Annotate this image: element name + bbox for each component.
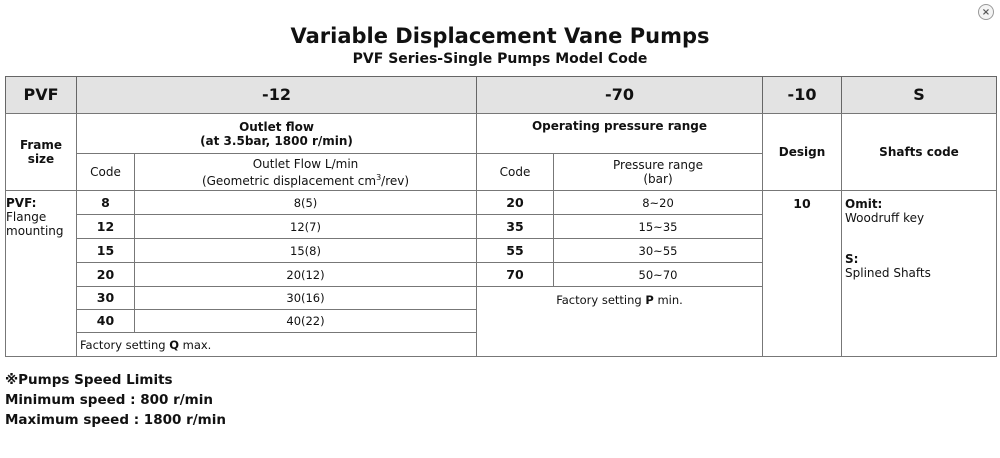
design-value: 10 (762, 190, 842, 357)
header-design-code: -10 (762, 76, 842, 114)
page-subtitle: PVF Series-Single Pumps Model Code (352, 51, 648, 67)
pressure-range-header (553, 153, 763, 191)
pressure-row-code: 20 (476, 190, 554, 215)
frame-value-code: PVF: (6, 196, 37, 210)
close-button[interactable]: × (978, 4, 994, 20)
outlet-flow-header-line-1: Outlet Flow L/min (252, 156, 359, 171)
header-pvf: PVF (5, 76, 77, 114)
pressure-range-header-line-1: Pressure range (613, 158, 703, 172)
pressure-row-range: 15~35 (553, 214, 763, 239)
outlet-flow-header-sup: 3 (376, 172, 382, 182)
frame-size-label (5, 113, 77, 191)
outlet-row-code: 15 (76, 238, 135, 263)
pressure-row-range: 50~70 (553, 262, 763, 287)
shaft-omit-desc: Woodruff key (845, 211, 925, 225)
frame-value-line-2: mounting (6, 224, 64, 238)
outlet-factory-prefix: Factory setting (80, 337, 170, 352)
pressure-range-header-line-2: (bar) (643, 172, 673, 186)
outlet-factory-suffix: max. (178, 337, 212, 352)
outlet-row-flow: 15(8) (134, 238, 477, 263)
outlet-flow-header-text: (Geometric displacement cm (201, 173, 377, 188)
outlet-flow-header (134, 153, 477, 191)
outlet-factory-setting (76, 332, 477, 357)
outlet-row-flow: 8(5) (134, 190, 477, 215)
outlet-flow-title (76, 113, 477, 154)
shaft-s-desc: Splined Shafts (845, 266, 931, 280)
outlet-row-code: 20 (76, 262, 135, 287)
frame-label-line-2: size (27, 152, 55, 166)
shaft-label: Shafts code (841, 113, 997, 191)
shaft-s-label: S: (845, 252, 859, 266)
pressure-row-range: 8~20 (553, 190, 763, 215)
outlet-row-flow: 12(7) (134, 214, 477, 239)
frame-size-value (5, 190, 77, 357)
outlet-row-code: 30 (76, 286, 135, 310)
page-title: Variable Displacement Vane Pumps (290, 24, 710, 48)
shaft-omit-label: Omit: (845, 197, 883, 211)
outlet-factory-key: Q (169, 337, 179, 352)
outlet-row-code: 12 (76, 214, 135, 239)
outlet-flow-header-line-2 (202, 171, 409, 188)
header-shaft-code: S (841, 76, 997, 114)
outlet-flow-header-unit: /rev) (381, 173, 410, 188)
pressure-factory-setting (476, 286, 763, 357)
header-flow-code: -12 (76, 76, 477, 114)
pressure-row-range: 30~55 (553, 238, 763, 263)
outlet-row-code: 8 (76, 190, 135, 215)
outlet-flow-title-line-2: (at 3.5bar, 1800 r/min) (200, 133, 353, 148)
frame-label-line-1: Frame (19, 138, 63, 152)
shaft-options (841, 190, 997, 357)
pressure-factory-prefix: Factory setting (556, 293, 646, 307)
pressure-row-code: 70 (476, 262, 554, 287)
design-label: Design (762, 113, 842, 191)
outlet-flow-title-line-1: Outlet flow (239, 119, 314, 134)
pressure-code-header: Code (476, 153, 554, 191)
frame-value-line-1: Flange (6, 210, 47, 224)
pressure-title: Operating pressure range (476, 113, 763, 154)
outlet-row-flow: 20(12) (134, 262, 477, 287)
min-speed-note: Minimum speed : 800 r/min (5, 392, 213, 408)
outlet-row-flow: 30(16) (134, 286, 477, 310)
outlet-row-code: 40 (76, 309, 135, 333)
pressure-factory-suffix: min. (653, 293, 683, 307)
pressure-factory-key: P (645, 293, 654, 307)
pressure-row-code: 55 (476, 238, 554, 263)
outlet-code-header: Code (76, 153, 135, 191)
max-speed-note: Maximum speed : 1800 r/min (5, 412, 226, 428)
outlet-row-flow: 40(22) (134, 309, 477, 333)
speed-limits-heading: ※Pumps Speed Limits (5, 372, 173, 388)
pressure-row-code: 35 (476, 214, 554, 239)
header-pressure-code: -70 (476, 76, 763, 114)
